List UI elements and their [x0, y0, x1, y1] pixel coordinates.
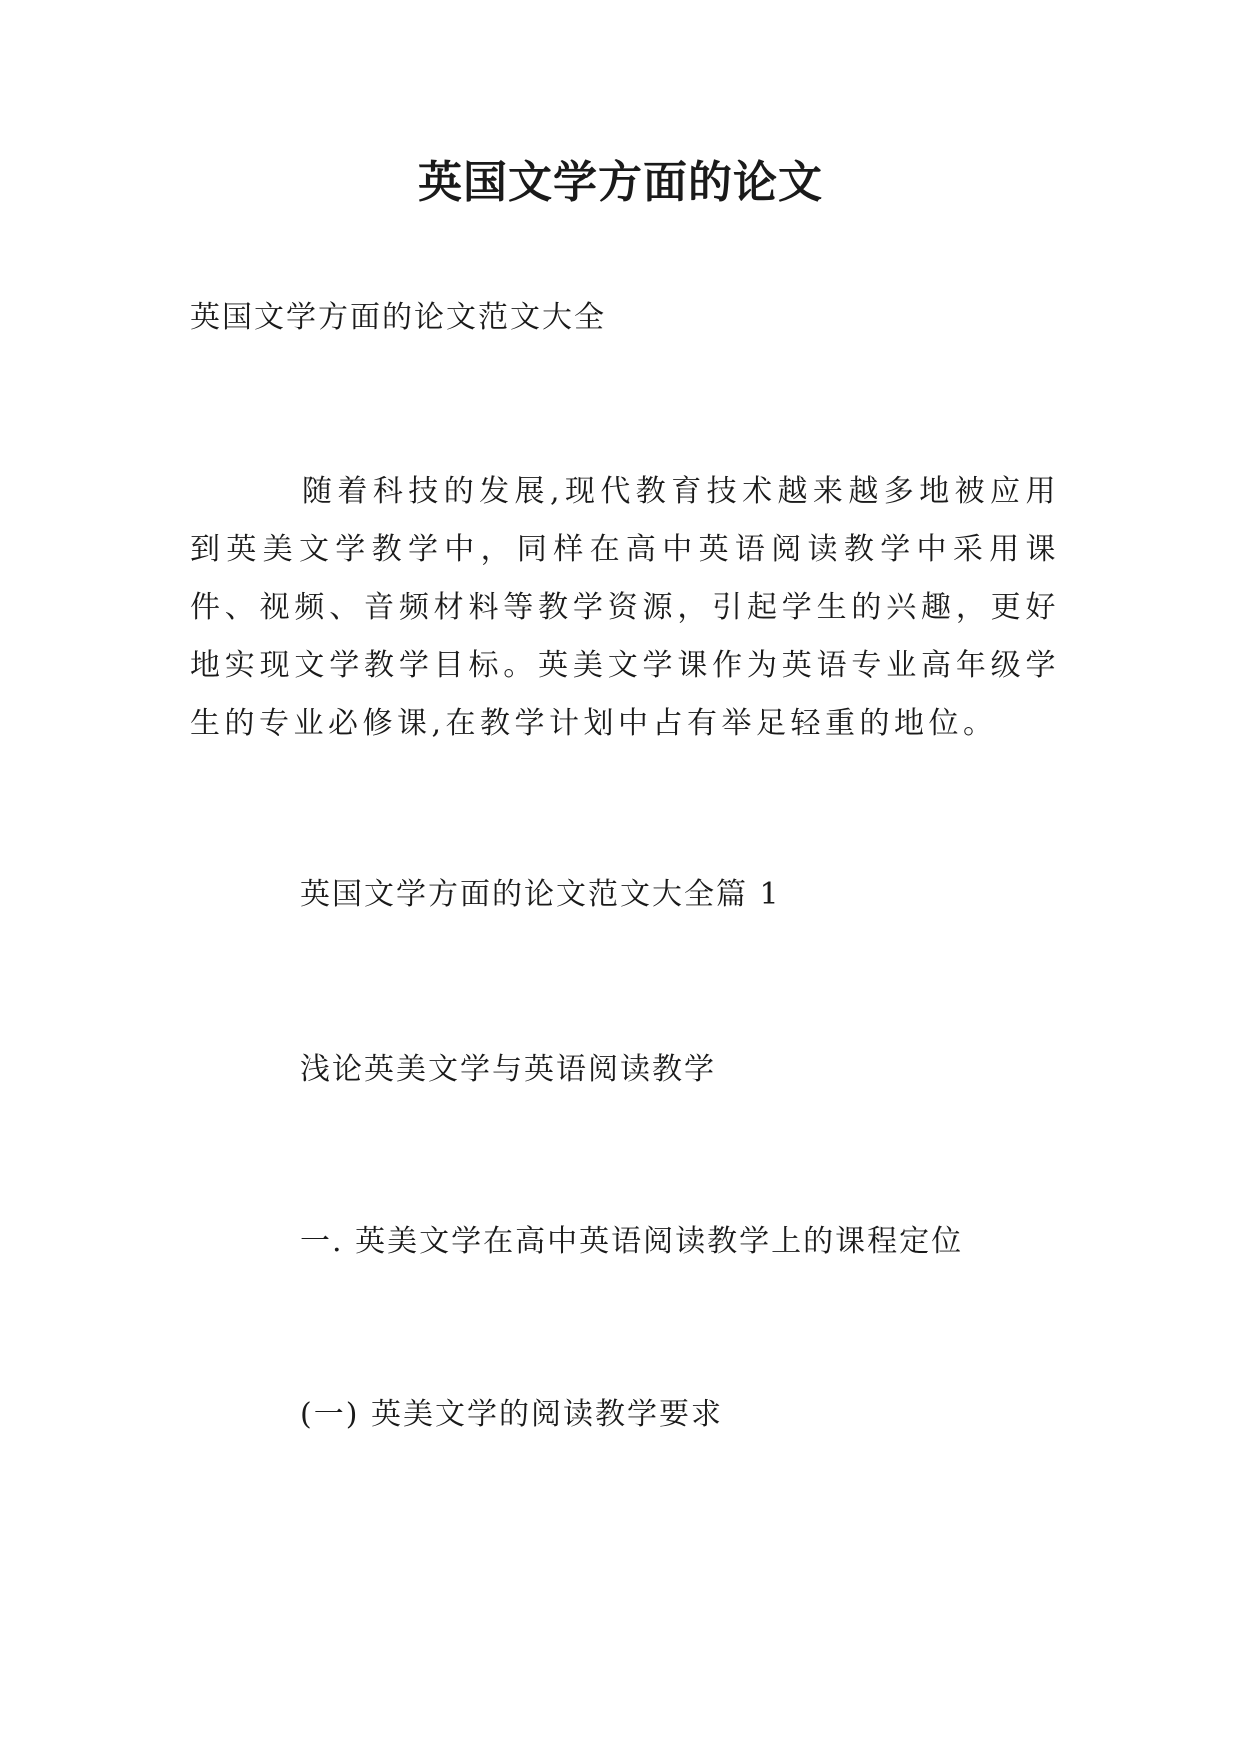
article-title: 浅论英美文学与英语阅读教学: [300, 1052, 716, 1087]
section-heading: 英国文学方面的论文范文大全篇 1: [300, 877, 781, 912]
heading-level2: (一) 英美文学的阅读教学要求: [300, 1397, 723, 1432]
document-title: 英国文学方面的论文: [418, 157, 823, 208]
intro-paragraph: 随着科技的发展,现代教育技术越来越多地被应用到英美文学教学中，同样在高中英语阅读教学中采用课件、视频、音频材料等教学资源，引起学生的兴趣，更好地实现文学教学目标。英美文学课作为英语专业高年级学生的专业必修课,在教学计划中占有举足轻重的地位。: [190, 474, 1060, 741]
document-subtitle: 英国文学方面的论文范文大全: [190, 300, 606, 335]
heading-level1: 一. 英美文学在高中英语阅读教学上的课程定位: [300, 1224, 964, 1259]
